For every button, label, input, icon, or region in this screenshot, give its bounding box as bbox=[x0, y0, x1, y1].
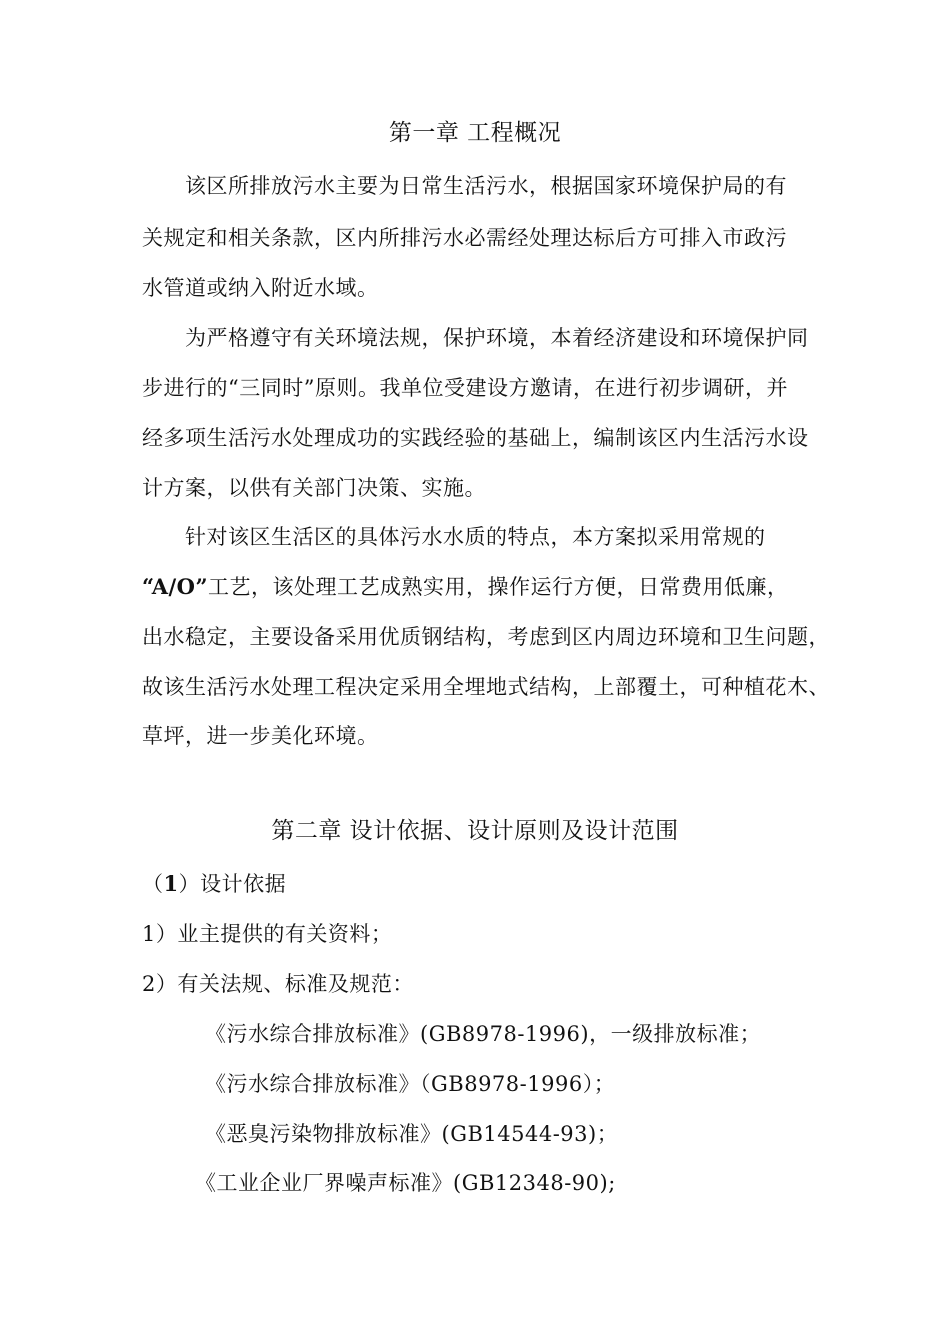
standard-1: 《污水综合排放标准》(GB8978-1996)，一级排放标准； bbox=[205, 1022, 762, 1046]
paragraph-3-line-4: 故该生活污水处理工程决定采用全埋地式结构，上部覆土，可种植花木、 bbox=[142, 675, 830, 699]
paragraph-3-line-2-rest: 工艺，该处理工艺成熟实用，操作运行方便，日常费用低廉， bbox=[208, 575, 789, 599]
standard-2: 《污水综合排放标准》（GB8978-1996）； bbox=[205, 1072, 616, 1096]
paragraph-1-line-2: 关规定和相关条款，区内所排污水必需经处理达标后方可排入市政污 bbox=[142, 226, 787, 250]
paragraph-3-line-1: 针对该区生活区的具体污水水质的特点，本方案拟采用常规的 bbox=[185, 525, 766, 549]
paragraph-3-line-5: 草坪，进一步美化环境。 bbox=[142, 724, 379, 748]
basis-item-2: 2）有关法规、标准及规范： bbox=[142, 972, 414, 996]
chapter-2-title: 第二章 设计依据、设计原则及设计范围 bbox=[271, 818, 679, 844]
paragraph-1-line-3: 水管道或纳入附近水域。 bbox=[142, 276, 379, 300]
chapter-1-title: 第一章 工程概况 bbox=[388, 120, 562, 146]
ao-process-term: “A/O” bbox=[142, 574, 209, 599]
paragraph-2-line-3: 经多项生活污水处理成功的实践经验的基础上，编制该区内生活污水设 bbox=[142, 426, 809, 450]
section-title: ）设计依据 bbox=[178, 872, 287, 896]
section-design-basis bbox=[142, 870, 286, 898]
paragraph-2-line-4: 计方案，以供有关部门决策、实施。 bbox=[142, 476, 486, 500]
basis-item-1: 1）业主提供的有关资料； bbox=[142, 922, 393, 946]
standard-4: 《工业企业厂界噪声标准》(GB12348-90); bbox=[195, 1171, 616, 1195]
paragraph-2-line-2: 步进行的“三同时”原则。我单位受建设方邀请，在进行初步调研，并 bbox=[142, 376, 788, 400]
paragraph-3-line-3: 出水稳定，主要设备采用优质钢结构，考虑到区内周边环境和卫生问题， bbox=[142, 625, 830, 649]
standard-3: 《恶臭污染物排放标准》(GB14544-93)； bbox=[205, 1122, 619, 1146]
section-open-paren: （ bbox=[142, 872, 164, 896]
paragraph-3-line-2 bbox=[142, 573, 789, 601]
section-number: 1 bbox=[163, 871, 179, 896]
paragraph-2-line-1: 为严格遵守有关环境法规，保护环境，本着经济建设和环境保护同 bbox=[185, 326, 809, 350]
paragraph-1-line-1: 该区所排放污水主要为日常生活污水，根据国家环境保护局的有 bbox=[185, 174, 787, 198]
